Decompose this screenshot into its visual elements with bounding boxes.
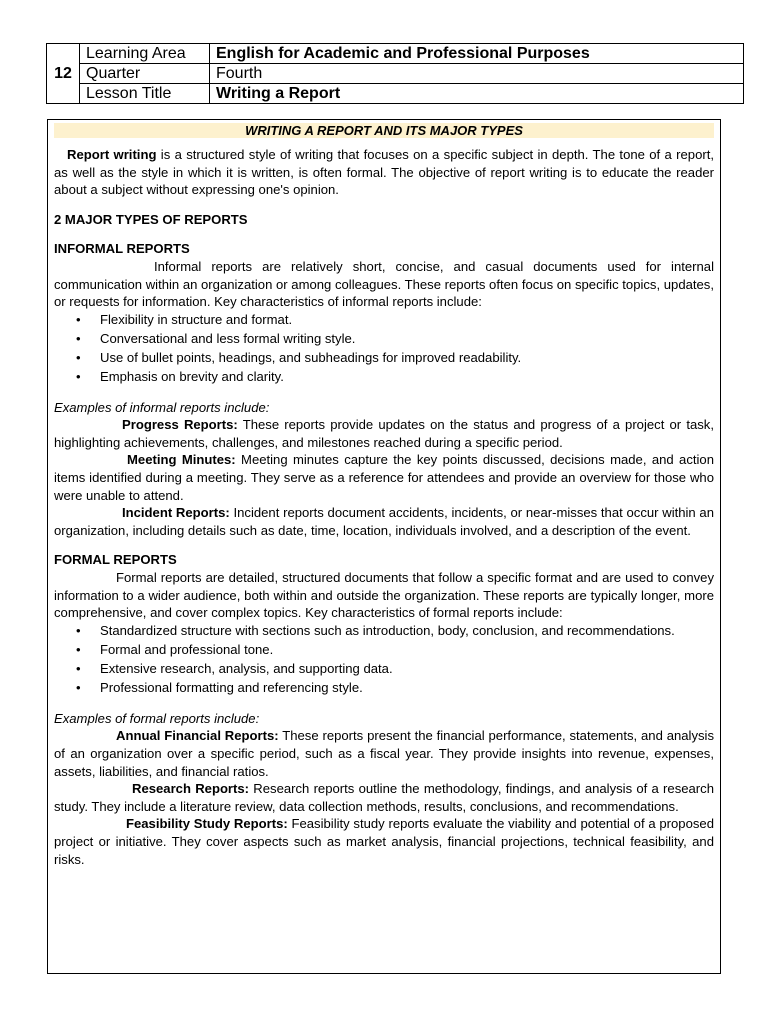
- list-item: • Conversational and less formal writing style.: [100, 330, 714, 348]
- informal-bullet-list: [54, 311, 714, 386]
- formal-bullet-list: [54, 622, 714, 697]
- major-types-heading: 2 MAJOR TYPES OF REPORTS: [54, 211, 248, 227]
- example-term: Meeting Minutes:: [127, 452, 236, 468]
- example-term: Incident Reports:: [122, 505, 230, 521]
- example-research-reports: [54, 780, 714, 815]
- informal-heading: INFORMAL REPORTS: [54, 241, 190, 257]
- intro-term: Report writing: [67, 147, 157, 162]
- example-term: Research Reports:: [132, 781, 250, 797]
- example-term: Feasibility Study Reports:: [126, 816, 288, 832]
- example-feasibility-study-reports: [54, 815, 714, 868]
- learning-area-value: English for Academic and Professional Purposes: [210, 44, 744, 64]
- quarter-label: Quarter: [80, 64, 210, 84]
- example-text: Meeting minutes capture the key points discussed, decisions made, and action items identified during a meeting. They serve as a reference for attendees and provide an overview for those who were unable to attend.: [54, 452, 714, 503]
- formal-description: Formal reports are detailed, structured documents that follow a specific format and are used to convey information to a wider audience, both within and outside the organization. These reports are typically longer, more comprehensive, and cover complex topics. Key characteristics of formal reports include:: [54, 570, 714, 621]
- lesson-header-table: [46, 43, 744, 104]
- example-text: Research reports outline the methodology, findings, and analysis of a research study. They include a literature review, data collection methods, results, conclusions, and recommendations.: [54, 781, 714, 814]
- informal-description: Informal reports are relatively short, concise, and casual documents used for internal communication within an organization or among colleagues. These reports often focus on specific topics, updates, or requests for information. Key characteristics of informal reports include:: [54, 258, 714, 310]
- formal-examples-intro: Examples of formal reports include:: [54, 710, 260, 726]
- quarter-value: Fourth: [210, 64, 744, 84]
- list-item: • Flexibility in structure and format.: [100, 311, 714, 329]
- example-text: These reports provide updates on the status and progress of a project or task, highlighting achievements, challenges, and milestones reached during a specific period.: [54, 417, 714, 450]
- list-item: • Standardized structure with sections such as introduction, body, conclusion, and recommendations.: [100, 622, 714, 640]
- learning-area-label: Learning Area: [80, 44, 210, 64]
- section-banner: WRITING A REPORT AND ITS MAJOR TYPES: [54, 123, 714, 138]
- list-item: • Formal and professional tone.: [100, 641, 714, 659]
- lesson-title-label: Lesson Title: [80, 84, 210, 104]
- lesson-content-box: [47, 119, 721, 974]
- list-item: • Emphasis on brevity and clarity.: [100, 368, 714, 386]
- example-meeting-minutes: [54, 451, 714, 504]
- list-item: • Extensive research, analysis, and supporting data.: [100, 660, 714, 678]
- list-item: • Professional formatting and referencing style.: [100, 679, 714, 697]
- example-term: Progress Reports:: [122, 417, 238, 433]
- example-text: These reports present the financial performance, statements, and analysis of an organization over a specific period, such as a fiscal year. They provide insights into revenue, expenses, assets, liabilities, and financial ratios.: [54, 728, 714, 779]
- grade-level: 12: [47, 44, 80, 104]
- lesson-title-value: Writing a Report: [210, 84, 744, 104]
- example-text: Feasibility study reports evaluate the viability and potential of a proposed project or initiative. They cover aspects such as market analysis, financial projections, technical feasibility, and risks.: [54, 816, 714, 867]
- example-progress-reports: [54, 416, 714, 451]
- example-annual-financial-reports: [54, 727, 714, 780]
- example-incident-reports: [54, 504, 714, 539]
- list-item: • Use of bullet points, headings, and subheadings for improved readability.: [100, 349, 714, 367]
- intro-paragraph: [54, 146, 714, 199]
- informal-examples-intro: Examples of informal reports include:: [54, 399, 270, 415]
- example-text: Incident reports document accidents, incidents, or near-misses that occur within an organization, including details such as date, time, location, individuals involved, and a description of the event.: [54, 505, 715, 538]
- intro-text: is a structured style of writing that focuses on a specific subject in depth. The tone of a report, as well as the style in which it is written, is often formal. The objective of report writing is to educate the reader about a subject without expressing one's opinion.: [54, 147, 714, 198]
- example-term: Annual Financial Reports:: [116, 728, 279, 744]
- formal-heading: FORMAL REPORTS: [54, 552, 177, 568]
